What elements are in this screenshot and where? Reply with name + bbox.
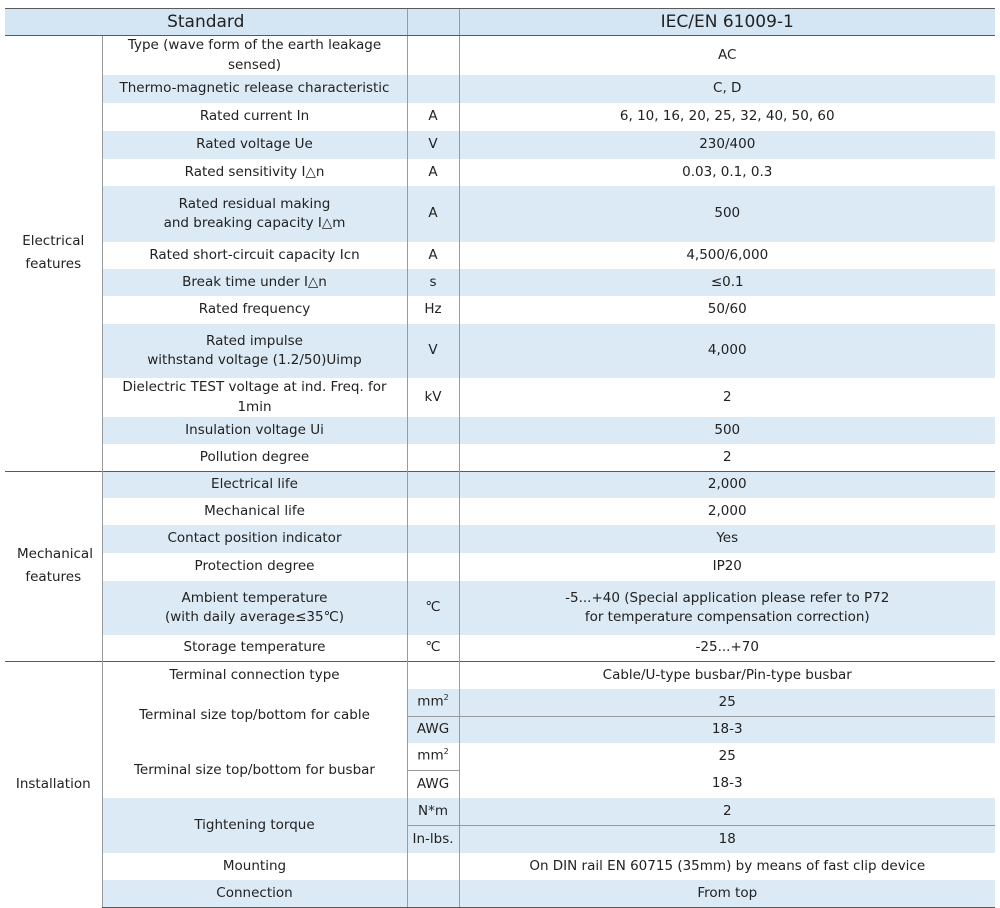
unit-cell [407, 553, 459, 581]
table-row [5, 553, 995, 581]
category-installation: Installation [5, 661, 102, 907]
table-row [5, 743, 995, 770]
table-row [5, 103, 995, 131]
value-cell: 500 [459, 186, 995, 242]
unit-superscript: 2 [443, 693, 449, 703]
header-standard: Standard [5, 9, 407, 36]
param-line: (with daily average≤35℃) [164, 609, 344, 626]
table-row [5, 444, 995, 471]
unit-cell [407, 689, 459, 716]
value-line: for temperature compensation correction) [584, 609, 870, 626]
param-label: Rated frequency [102, 296, 407, 324]
unit-cell: A [407, 242, 459, 269]
unit-cell [407, 498, 459, 525]
table-header-row [5, 9, 995, 36]
unit-cell [407, 525, 459, 553]
param-label-two-line [102, 324, 407, 378]
param-label: Terminal size top/bottom for busbar [102, 743, 407, 798]
unit-cell: A [407, 186, 459, 242]
unit-cell: ℃ [407, 635, 459, 661]
value-cell: 2,000 [459, 471, 995, 498]
value-cell: 2,000 [459, 498, 995, 525]
unit-cell: Hz [407, 296, 459, 324]
value-cell: 50/60 [459, 296, 995, 324]
table-row [5, 853, 995, 880]
unit-cell [407, 471, 459, 498]
value-cell: On DIN rail EN 60715 (35mm) by means of fast clip device [459, 853, 995, 880]
param-line: and breaking capacity I△m [163, 215, 346, 232]
table-row [5, 798, 995, 825]
unit-cell [407, 417, 459, 444]
table-row [5, 417, 995, 444]
unit-cell: A [407, 103, 459, 131]
value-cell: 2 [459, 378, 995, 417]
param-label: Dielectric TEST voltage at ind. Freq. for 1min [102, 378, 407, 417]
param-label: Rated short-circuit capacity Icn [102, 242, 407, 269]
param-line: Rated residual making [178, 195, 331, 212]
header-standard-value: IEC/EN 61009-1 [459, 9, 995, 36]
category-mechanical: Mechanical features [5, 471, 102, 661]
unit-cell: V [407, 131, 459, 159]
param-label: Tightening torque [102, 798, 407, 853]
param-label: Pollution degree [102, 444, 407, 471]
value-cell: C, D [459, 75, 995, 103]
value-cell: 18-3 [459, 770, 995, 798]
table-row [5, 378, 995, 417]
param-label: Electrical life [102, 471, 407, 498]
table-row [5, 296, 995, 324]
table-row [5, 525, 995, 553]
unit-cell [407, 75, 459, 103]
table-row [5, 880, 995, 907]
unit-cell: V [407, 324, 459, 378]
value-cell: From top [459, 880, 995, 907]
value-cell: 25 [459, 743, 995, 770]
value-cell: IP20 [459, 553, 995, 581]
value-cell: -25...+70 [459, 635, 995, 661]
value-cell: 6, 10, 16, 20, 25, 32, 40, 50, 60 [459, 103, 995, 131]
value-cell-two-line [459, 581, 995, 635]
unit-cell: ℃ [407, 581, 459, 635]
unit-text: mm [417, 693, 444, 710]
unit-cell: AWG [407, 770, 459, 798]
table-row [5, 242, 995, 269]
param-label: Rated voltage Ue [102, 131, 407, 159]
param-label: Mechanical life [102, 498, 407, 525]
param-label: Terminal size top/bottom for cable [102, 689, 407, 743]
table-row [5, 186, 995, 242]
unit-cell [407, 743, 459, 770]
value-cell: AC [459, 36, 995, 76]
unit-cell [407, 36, 459, 76]
unit-cell [407, 444, 459, 471]
param-label: Rated current In [102, 103, 407, 131]
table-row [5, 75, 995, 103]
param-label: Thermo-magnetic release characteristic [102, 75, 407, 103]
unit-cell: s [407, 269, 459, 296]
param-label: Break time under I△n [102, 269, 407, 296]
param-label: Rated sensitivity I△n [102, 159, 407, 186]
unit-cell [407, 880, 459, 907]
table-row [5, 471, 995, 498]
param-label: Insulation voltage Ui [102, 417, 407, 444]
value-cell: 18 [459, 825, 995, 853]
param-label: Connection [102, 880, 407, 907]
param-label: Contact position indicator [102, 525, 407, 553]
table-row [5, 581, 995, 635]
unit-cell [407, 853, 459, 880]
value-cell: 4,500/6,000 [459, 242, 995, 269]
param-label: Storage temperature [102, 635, 407, 661]
value-cell: 500 [459, 417, 995, 444]
header-unit [407, 9, 459, 36]
unit-cell: AWG [407, 716, 459, 743]
table-row [5, 635, 995, 661]
table-row [5, 324, 995, 378]
param-label-two-line [102, 581, 407, 635]
unit-cell: In-lbs. [407, 825, 459, 853]
value-cell: 2 [459, 798, 995, 825]
unit-superscript: 2 [443, 747, 449, 757]
table-row [5, 131, 995, 159]
param-label: Type (wave form of the earth leakage sensed) [102, 36, 407, 76]
value-cell: 2 [459, 444, 995, 471]
unit-cell: N*m [407, 798, 459, 825]
table-row [5, 269, 995, 296]
value-cell: ≤0.1 [459, 269, 995, 296]
value-cell: Yes [459, 525, 995, 553]
value-cell: Cable/U-type busbar/Pin-type busbar [459, 661, 995, 689]
value-cell: 0.03, 0.1, 0.3 [459, 159, 995, 186]
table-row [5, 661, 995, 689]
value-line: -5...+40 (Special application please refer to P72 [565, 589, 890, 606]
unit-cell: A [407, 159, 459, 186]
value-cell: 4,000 [459, 324, 995, 378]
value-cell: 230/400 [459, 131, 995, 159]
table-row [5, 36, 995, 76]
param-label: Protection degree [102, 553, 407, 581]
table-row [5, 689, 995, 716]
param-label-two-line [102, 186, 407, 242]
table-row [5, 498, 995, 525]
value-cell: 25 [459, 689, 995, 716]
param-line: Rated impulse [206, 332, 303, 349]
value-cell: 18-3 [459, 716, 995, 743]
specification-table [5, 8, 995, 908]
param-label: Terminal connection type [102, 661, 407, 689]
unit-cell: kV [407, 378, 459, 417]
param-line: Ambient temperature [181, 589, 328, 606]
param-line: withstand voltage (1.2/50)Uimp [147, 352, 362, 369]
category-electrical: Electrical features [5, 36, 102, 472]
table-row [5, 159, 995, 186]
unit-text: mm [417, 747, 444, 764]
param-label: Mounting [102, 853, 407, 880]
unit-cell [407, 661, 459, 689]
